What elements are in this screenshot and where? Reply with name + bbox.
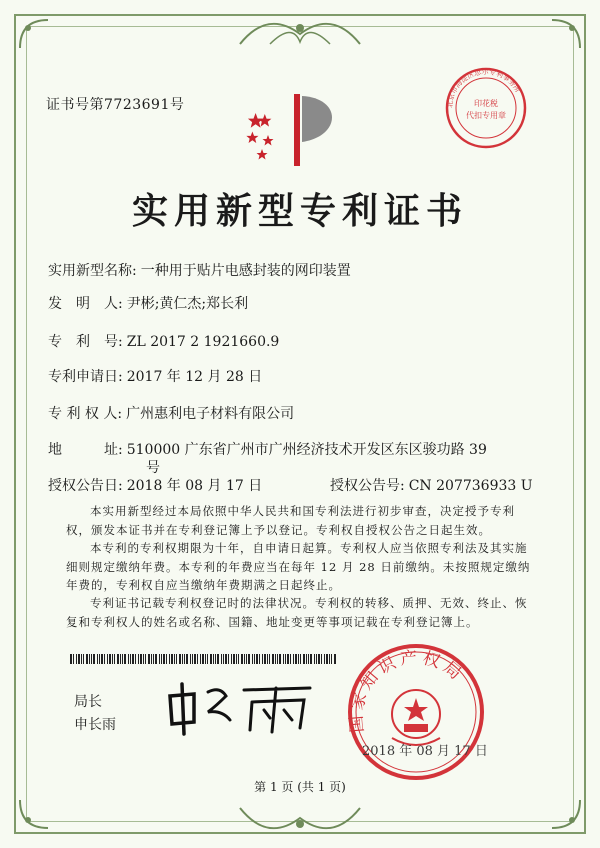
barcode-bar xyxy=(314,654,315,664)
barcode-bar xyxy=(236,654,237,664)
barcode-bar xyxy=(99,654,100,664)
barcode-bar xyxy=(174,654,175,664)
barcode-bar xyxy=(262,654,263,664)
barcode-bar xyxy=(155,654,157,664)
barcode-bar xyxy=(143,654,144,664)
barcode-bar xyxy=(153,654,154,664)
barcode-bar xyxy=(324,654,325,664)
barcode-bar xyxy=(81,654,82,664)
certificate-number: 证书号第7723691号 xyxy=(46,97,185,113)
barcode-bar xyxy=(145,654,146,664)
barcode-bar xyxy=(321,654,322,664)
barcode-bar xyxy=(283,654,284,664)
barcode-bar xyxy=(329,654,330,664)
barcode-bar xyxy=(331,654,332,664)
barcode-bar xyxy=(166,654,167,664)
svg-text:国家知识产权局: 国家知识产权局 xyxy=(346,647,468,734)
barcode-bar xyxy=(197,654,198,664)
barcode-bar xyxy=(259,654,260,664)
field-filing-date: 专利申请日: 2017 年 12 月 28 日 xyxy=(48,369,263,385)
barcode-bar xyxy=(190,654,191,664)
bottom-ornament-icon xyxy=(230,798,370,838)
barcode-bar xyxy=(76,654,77,664)
barcode-bar xyxy=(213,654,214,664)
barcode-bar xyxy=(194,654,196,664)
sipo-logo-icon xyxy=(242,86,352,172)
barcode-bar xyxy=(326,654,328,664)
barcode-bar xyxy=(128,654,129,664)
barcode-bar xyxy=(182,654,183,664)
barcode-bar xyxy=(86,654,88,664)
barcode-bar xyxy=(138,654,139,664)
barcode-bar xyxy=(269,654,270,664)
barcode-bar xyxy=(140,654,142,664)
barcode-bar xyxy=(298,654,299,664)
barcode-bar xyxy=(161,654,162,664)
barcode-bar xyxy=(83,654,84,664)
handwritten-signature-icon xyxy=(160,676,320,738)
barcode-bar xyxy=(202,654,204,664)
field-name: 实用新型名称: 一种用于贴片电感封装的网印装置 xyxy=(48,263,351,279)
barcode-bar xyxy=(272,654,274,664)
barcode-bar xyxy=(215,654,216,664)
signatory-role: 局长 xyxy=(74,694,102,710)
barcode-bar xyxy=(210,654,212,664)
barcode-bar xyxy=(109,654,111,664)
barcode-bar xyxy=(122,654,123,664)
barcode-bar xyxy=(279,654,281,664)
barcode-bar xyxy=(252,654,253,664)
barcode-bar xyxy=(277,654,278,664)
barcode-bar xyxy=(192,654,193,664)
barcode-bar xyxy=(223,654,224,664)
corner-ornament-icon xyxy=(548,18,582,52)
barcode-bar xyxy=(151,654,152,664)
seal-date: 2018 年 08 月 17 日 xyxy=(362,744,488,759)
barcode-bar xyxy=(310,654,312,664)
field-grant-date: 授权公告日: 2018 年 08 月 17 日 xyxy=(48,478,263,494)
barcode-bar xyxy=(308,654,309,664)
barcode-bar xyxy=(200,654,201,664)
barcode-bar xyxy=(132,654,134,664)
corner-ornament-icon xyxy=(18,18,52,52)
barcode-bar xyxy=(104,654,105,664)
barcode-bar xyxy=(285,654,286,664)
barcode-bar xyxy=(248,654,250,664)
field-holder: 专 利 权 人: 广州惠利电子材料有限公司 xyxy=(48,406,295,422)
barcode-bar xyxy=(334,654,336,664)
barcode-bar xyxy=(176,654,177,664)
barcode-bar xyxy=(306,654,307,664)
barcode-bar xyxy=(287,654,289,664)
barcode-bar xyxy=(186,654,188,664)
barcode-bar xyxy=(316,654,317,664)
barcode-bar xyxy=(91,654,92,664)
barcode-bar xyxy=(290,654,291,664)
barcode-bar xyxy=(221,654,222,664)
barcode-bar xyxy=(169,654,170,664)
barcode-bar xyxy=(117,654,119,664)
barcode-bar xyxy=(78,654,80,664)
barcode-bar xyxy=(275,654,276,664)
barcode-bar xyxy=(89,654,90,664)
svg-text:北京市海淀区思尔专利事务所: 北京市海淀区思尔专利事务所 xyxy=(445,67,522,109)
barcode-bar xyxy=(101,654,103,664)
barcode-bar xyxy=(293,654,294,664)
barcode-bar xyxy=(97,654,98,664)
barcode-bar xyxy=(114,654,115,664)
barcode-bar xyxy=(318,654,320,664)
paragraph-2: 本专利的专利权期限为十年，自申请日起算。专利权人应当依照专利法及其实施细则规定缴纳年费。本专利的年费应当在每年 12 月 28 日前缴纳。未按照规定缴纳年费的，专利权自应当缴纳年费期满之日起终止。 xyxy=(66,541,531,592)
barcode-bar xyxy=(233,654,235,664)
barcode-bar xyxy=(267,654,268,664)
barcode-bar xyxy=(184,654,185,664)
field-inventor: 发 明 人: 尹彬;黄仁杰;郑长利 xyxy=(48,296,249,312)
corner-ornament-icon xyxy=(548,796,582,830)
bureau-seal-icon xyxy=(346,642,486,782)
page-number: 第 1 页 (共 1 页) xyxy=(254,780,346,794)
barcode-bar xyxy=(73,654,74,664)
barcode-bar xyxy=(256,654,258,664)
field-address: 地 址: 510000 广东省广州市广州经济技术开发区东区骏功路 39 xyxy=(48,442,487,458)
barcode-bar xyxy=(241,654,243,664)
barcode-bar xyxy=(205,654,206,664)
top-ornament-icon xyxy=(230,14,370,54)
barcode-bar xyxy=(300,654,301,664)
corner-ornament-icon xyxy=(18,796,52,830)
barcode-bar xyxy=(112,654,113,664)
field-address-continued: 号 xyxy=(146,460,160,476)
svg-text:代扣专用章: 代扣专用章 xyxy=(466,111,506,120)
barcode-bar xyxy=(225,654,227,664)
barcode-bar xyxy=(238,654,239,664)
barcode-bar xyxy=(295,654,297,664)
tax-seal-icon xyxy=(444,66,528,150)
barcode-bar xyxy=(171,654,173,664)
barcode-bar xyxy=(246,654,247,664)
barcode-bar xyxy=(159,654,160,664)
paragraph-1: 本实用新型经过本局依照中华人民共和国专利法进行初步审查，决定授予专利权，颁发本证书并在专利登记簿上予以登记。专利权自授权公告之日起生效。 xyxy=(66,504,515,537)
barcode-bar xyxy=(120,654,121,664)
barcode-bar xyxy=(70,654,72,664)
barcode-bar xyxy=(124,654,126,664)
field-grant-number: 授权公告号: CN 207736933 U xyxy=(330,478,533,494)
barcode-bar xyxy=(207,654,208,664)
barcode-bar xyxy=(163,654,165,664)
barcode-bar xyxy=(217,654,219,664)
svg-text:印花税: 印花税 xyxy=(474,99,498,108)
barcode-icon xyxy=(70,654,336,664)
signatory-name: 申长雨 xyxy=(74,717,116,733)
field-patent-number: 专 利 号: ZL 2017 2 1921660.9 xyxy=(48,334,280,350)
barcode-bar xyxy=(148,654,150,664)
paragraph-3: 专利证书记载专利权登记时的法律状况。专利权的转移、质押、无效、终止、恢复和专利权人的姓名或名称、国籍、地址变更等事项记载在专利登记簿上。 xyxy=(66,596,528,629)
barcode-bar xyxy=(93,654,95,664)
barcode-bar xyxy=(135,654,136,664)
barcode-bar xyxy=(231,654,232,664)
barcode-bar xyxy=(254,654,255,664)
barcode-bar xyxy=(264,654,266,664)
barcode-bar xyxy=(107,654,108,664)
certificate-title: 实用新型专利证书 xyxy=(131,190,468,232)
barcode-bar xyxy=(303,654,305,664)
barcode-bar xyxy=(244,654,245,664)
barcode-bar xyxy=(179,654,181,664)
barcode-bar xyxy=(130,654,131,664)
barcode-bar xyxy=(228,654,229,664)
